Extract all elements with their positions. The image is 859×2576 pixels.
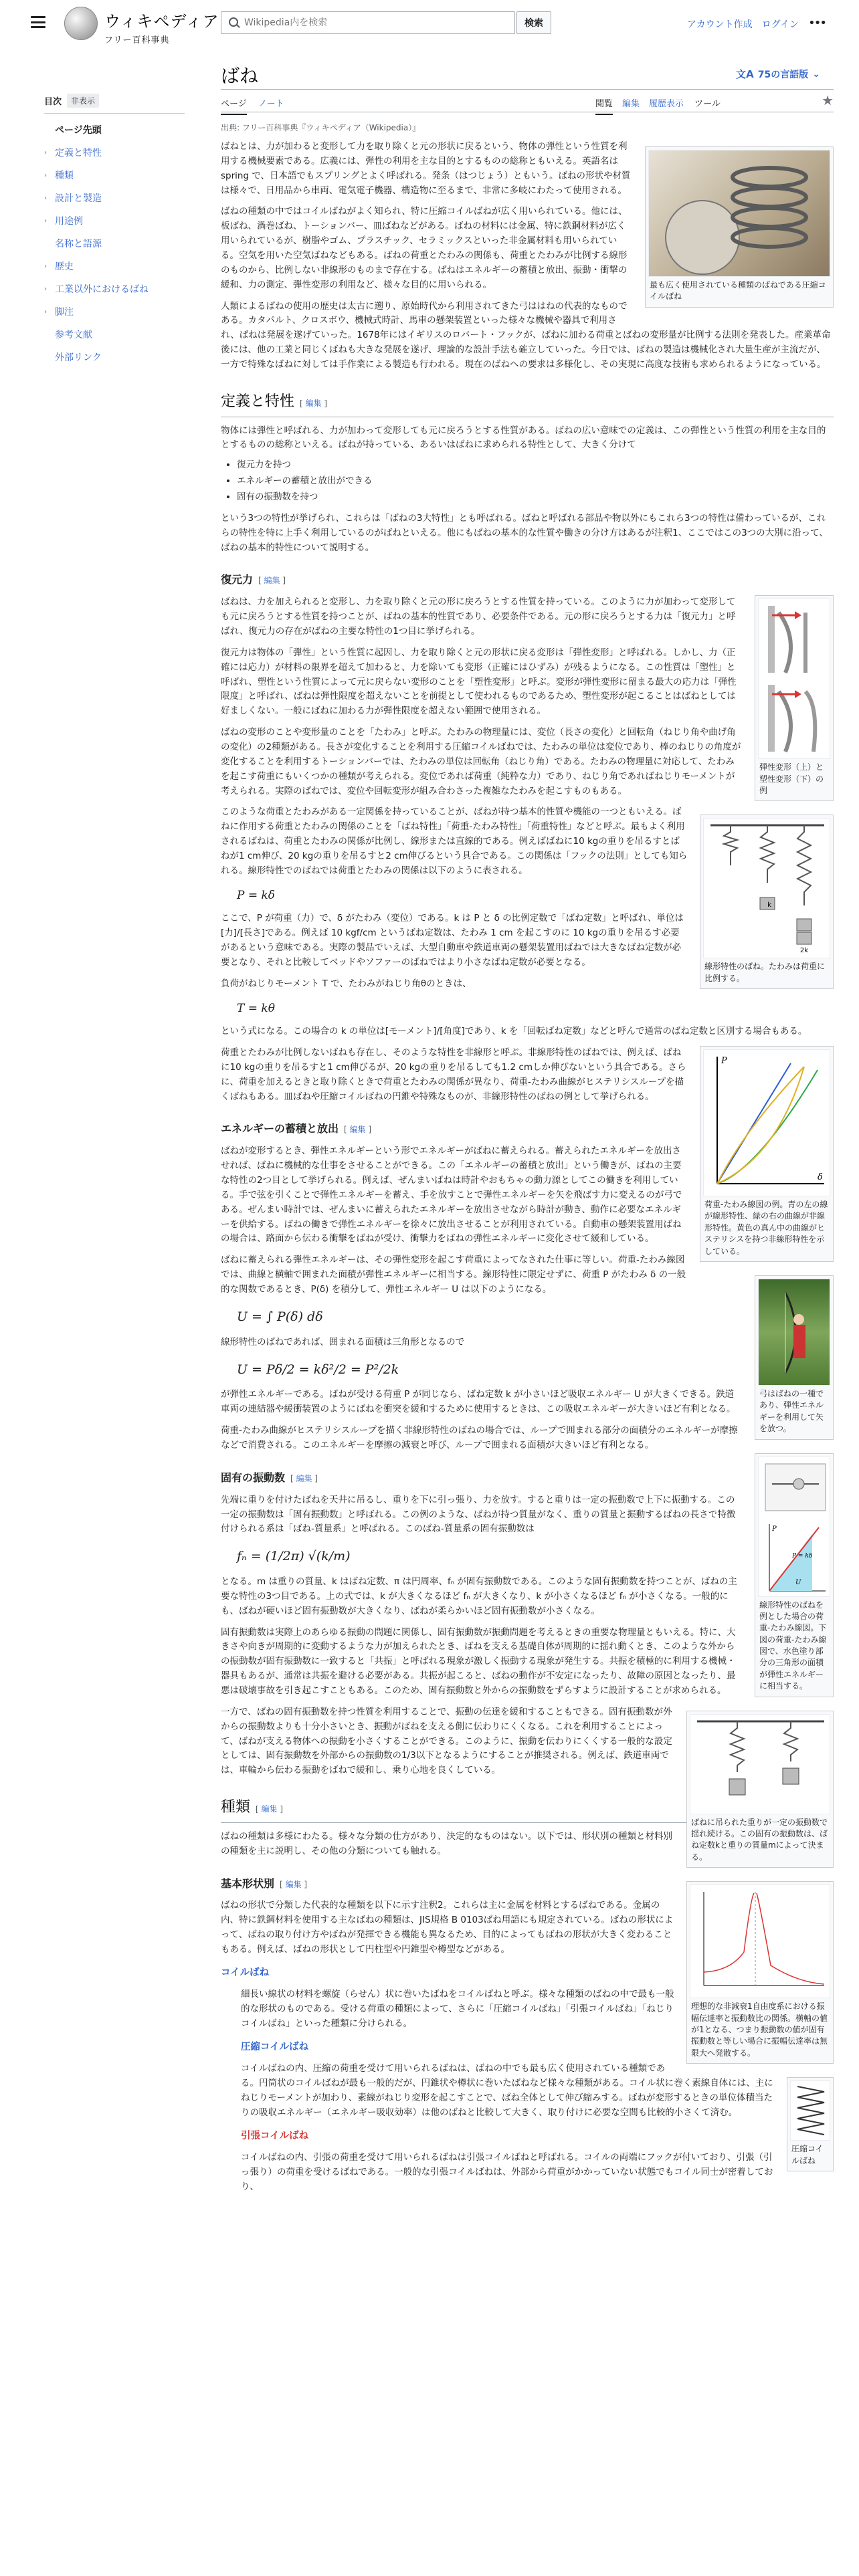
toc-item-label: ページ先頭 (55, 125, 102, 136)
thumbnail-figure (700, 1046, 834, 1262)
tab-page[interactable]: ページ (221, 96, 247, 109)
chevron-right-icon[interactable]: › (44, 148, 47, 156)
elastic-plastic-diagram[interactable] (758, 599, 830, 759)
thumbnail-caption: 弓はばねの一種であり、弾性エネルギーを利用して矢を放つ。 (759, 1388, 824, 1434)
chevron-right-icon[interactable]: › (44, 194, 47, 202)
user-links (687, 17, 799, 31)
thumbnail-caption: 線形特性のばね。たわみは荷重に比例する。 (704, 962, 826, 983)
more-options-icon[interactable]: ••• (808, 16, 826, 30)
thumbnail-caption: 理想的な非減衰1自由度系における振幅伝達率と振動数比の関係。横軸の値が1となる、つまり振動数の値が固有振動数と等しい場合に振幅伝達率は無限大へ発散する。 (691, 2002, 828, 2058)
toc-item[interactable] (44, 191, 185, 205)
thumbnail-caption: 最も広く使用されている種類のばねである圧縮コイルばね (650, 280, 826, 302)
logo-title: ウィキペディア (104, 12, 219, 31)
thumbnail-figure (755, 1453, 834, 1697)
intro-paragraph: ばねとは、力が加わると変形して力を取り除くと元の形状に戻るという、物体の弾性という性質を利用する機械要素である。広義には、弾性の利用を主な目的とするものの総称ともいえる。英語名は spring で、日本語でもスプリングとよく呼ばれる。発条（はつじょう）ともいう。ばねの形状や材質は様々で、日用品から車両、電気電子機器、構造物に至るまで、非常に多岐にわたって使用される。 (221, 141, 631, 196)
subsection-heading (221, 571, 834, 588)
toc-title: 目次 (44, 97, 62, 107)
toc-item-label: 定義と特性 (55, 148, 102, 158)
chevron-right-icon[interactable]: › (44, 285, 47, 293)
chevron-right-icon[interactable]: › (44, 262, 47, 270)
article-source-line: 出典: フリー百科事典『ウィキペディア（Wikipedia）』 (221, 123, 421, 132)
paragraph: このような荷重とたわみがある一定関係を持っていることが、ばねが持つ基本的性質や機能の一つともいえる。ばねに作用する荷重とたわみの関係のことを「ばね特性」「荷重-たわみ特性」「荷重特性」などと呼ぶ。最もよく利用されるばねは、荷重とたわみの関係が比例し、線形または直線的である。例えばばねに10 kgの重りを吊るすとばねが1 cm伸び、20 kgの重りを吊るすと2 cm伸びるという具合である。この関係は「フックの法則」としても知られる。線形特性でのばねでは荷重とたわみの関係は以下のように表される。 (221, 807, 688, 876)
toc-item-label: 工業以外におけるばね (55, 284, 149, 295)
toc-item[interactable] (44, 169, 185, 182)
paragraph: が弾性エネルギーである。ばねが受ける荷重 P が同じなら、ばね定数 k が小さいほど吸収エネルギー U が大きくできる。鉄道車両の連結器や緩衝装置のようにばねを衝突を緩和するために使用するときは、この吸収エネルギーが大きいほど有利となる。 (221, 1389, 736, 1415)
article-body (221, 140, 834, 2195)
toc-item-label: 参考文献 (55, 330, 92, 340)
toc-item[interactable] (44, 282, 185, 296)
formula: P = kδ (237, 888, 276, 902)
paragraph: ばねは、力を加えられると変形し、力を取り除くと元の形に戻ろうとする性質を持っている。このように力が加わって変形しても元に戻ろうとする性質を持つことが、ばねの基本的性質であり、必要条件である。元の形に戻ろうとする力は「復元力」と呼ばれ、復元力の存在がばねの主要な特性の1つ目に挙げられる。 (221, 597, 736, 637)
axis-label-delta: δ (818, 1172, 823, 1182)
weight-label: 2k (799, 947, 809, 955)
spring-mass-diagram[interactable] (690, 1714, 830, 1814)
load-deflection-chart[interactable] (703, 1049, 830, 1196)
search-box (221, 11, 515, 34)
thumbnail-caption: 圧縮コイルばね (791, 2144, 824, 2165)
toc-item-label: 歴史 (55, 261, 74, 272)
language-button[interactable] (736, 67, 820, 81)
thumbnail-caption: ばねに吊られた重りが一定の振動数で揺れ続ける。この固有の振動数は、ばね定数kと重りの質量mによって決まる。 (691, 1817, 828, 1862)
chevron-right-icon[interactable]: › (44, 171, 47, 179)
tab-edit[interactable]: 編集 (622, 99, 640, 109)
weight-label: k (767, 901, 771, 909)
list-item: • 復元力を持つ (237, 458, 834, 473)
formula: U = ∫ P(δ) dδ (237, 1309, 323, 1324)
subsubsection-heading: コイルばね (221, 1967, 270, 1978)
tab-history[interactable]: 履歴表示 (649, 99, 684, 109)
intro-paragraph: 人類によるばねの使用の歴史は太古に遡り、原始時代から利用されてきた弓ははねの代表的なものである。カタパルト、クロスボウ、機械式時計、馬車の懸架装置といった様々な機械や器具で利用され、ばねは発展を遂げていった。1678年にはイギリスのロバート・フックが、ばねに加わる荷重とばねの変形量が比例する法則を発表した。産業革命後には、他の工業と同じくばねも大きな発展を遂げ、理論的な設計手法も確立していった。今日では、ばねの製造は機械化され大量生産が主流だが、一方で特殊なばねに対しては手作業による製造も行われる。現在のばねへの要求は多様化し、その実現に高度な技術も求められるようになっている。 (221, 300, 831, 370)
compression-coil-spring-image[interactable] (790, 2080, 830, 2141)
search-input[interactable] (244, 17, 514, 28)
energy-diagram[interactable] (758, 1457, 830, 1597)
language-icon: 文A (736, 68, 754, 80)
tab-read[interactable]: 閲覧 (595, 96, 613, 109)
login-link[interactable]: ログイン (761, 19, 799, 30)
toc-item[interactable] (44, 259, 185, 273)
paragraph: となる。m は重りの質量、k はばね定数、π は円周率、fₙ が固有振動数である。このような固有振動数を持つことが、ばねの主要な特性の3つ目である。上の式では、k が大きくなるほど fₙ が大きくなり、k が小さくなるほど fₙ が小さくなる。一般的にも、ばねが硬いほど固有振動数が大きくなり、ばねが柔らかいほど固有振動数が小さくなる。 (221, 1576, 737, 1616)
section-edit-link[interactable]: [ 編集 ] (344, 1125, 371, 1134)
create-account-link[interactable]: アカウント作成 (686, 19, 753, 30)
thumbnail-figure (755, 1275, 834, 1440)
thumbnail-figure (755, 595, 834, 801)
toc-list (44, 123, 185, 364)
chevron-right-icon[interactable]: › (44, 217, 47, 225)
formula: U = Pδ/2 = kδ²/2 = P²/2k (237, 1362, 399, 1377)
heading-text: エネルギーの蓄積と放出 (221, 1122, 339, 1136)
watch-star-icon[interactable]: ★ (822, 92, 834, 108)
formula-label: P = kδ (792, 1552, 813, 1560)
toc-item[interactable] (44, 350, 185, 364)
paragraph: 細長い線状の材料を螺旋（らせん）状に巻いたばねをコイルばねと呼ぶ。様々な種類のばねの中で最も一般的な形状のものである。受ける荷重の種類によって、さらに「圧縮コイルばね」「引張コイルばね」「ねじりコイルばね」といった種類に分けられる。 (241, 1989, 674, 2030)
paragraph: コイルばねの内、引張の荷重を受けて用いられるばねは引張コイルばねと呼ばれる。コイルの両端にフックが付いており、引張（引っ張り）の荷重を受けるばねである。一般的な引張コイルばねは、外部から荷重がかかっていない状態でもコイル同士が密着しており、 (241, 2152, 773, 2193)
paragraph: ばねの形状で分類した代表的な種類を以下に示す注釈2。これらは主に金属を材料とするばねである。金属の内、特に鉄鋼材料を使用する主なばねの種類は、JIS規格 B 0103ばね用語にも規定されている。ばねの形状によって、ばねの取り付け方やばねが発揮できる機能も異なるため、目的によってもばねの形状が大きく変わることもある。例えば、ばねの形状として円柱型や円錐型や樽型などがある。 (221, 1900, 674, 1955)
site-logo-text[interactable] (104, 8, 219, 45)
paragraph: 荷重-たわみ曲線がヒステリシスループを描く非線形特性のばねの場合では、ループで囲まれる部分の面積分のエネルギーが摩擦などで消費される。このエネルギーを摩擦の減衰と呼び、ループで囲まれる面積が大きいほど有利となる。 (221, 1425, 738, 1451)
formula: T = kθ (237, 1001, 275, 1015)
toc-item[interactable] (44, 214, 185, 227)
language-count: 75の言語版 (757, 69, 809, 80)
heading-text: 定義と特性 (221, 393, 295, 410)
paragraph: 線形特性のばねであれば、囲まれる面積は三角形となるので (221, 1336, 465, 1348)
paragraph: という式になる。この場合の k の単位は[モーメント]/[角度]であり、k を「回転ばね定数」などと呼んで通常のばね定数と区別する場合もある。 (221, 1026, 807, 1037)
subsection-heading (221, 1469, 834, 1487)
area-label: U (795, 1578, 801, 1586)
heading-text: 基本形状別 (221, 1876, 275, 1890)
toc-item[interactable] (44, 237, 185, 250)
heading-text: 復元力 (221, 573, 254, 586)
formula: fₙ = (1/2π) √(k/m) (237, 1549, 351, 1564)
thumbnail-caption: 線形特性のばねを例とした場合の荷重-たわみ線図。下図の荷重-たわみ線図で、水色塗り部分の三角形の面積が弾性エネルギーに相当する。 (759, 1600, 827, 1691)
thumbnail-caption: 荷重-たわみ線図の例。青の左の線が線形特性、緑の右の曲線が非線形特性。黄色の真ん中の曲線がヒステリシスを持つ非線形特性を示している。 (704, 1199, 828, 1256)
heading-text: 固有の振動数 (221, 1471, 286, 1484)
wikipedia-logo-icon[interactable] (64, 7, 98, 40)
section-edit-link[interactable]: [ 編集 ] (290, 1474, 318, 1483)
thumbnail-figure (686, 1881, 834, 2064)
toc-item[interactable] (44, 123, 185, 136)
toc-item-label: 外部リンク (55, 352, 102, 363)
title-row (221, 59, 834, 90)
logo-subtitle: フリー百科事典 (104, 35, 170, 45)
archery-image[interactable] (758, 1279, 830, 1386)
paragraph: 一方で、ばねの固有振動数を持つ性質を利用することで、振動の伝達を緩和することもできる。固有振動数が外からの振動数よりも十分小さいとき、振動がばねを支える側に伝わりにくくなる。これを利用することによって、ばねが支える物体への振動を小さくすることができる。このように、振動を伝わりにくくする一般的な設定としては、固有振動数を外部からの振動数の1/3以下となるようにすることが推奨される。例えば、鉄道車両では、車輪から伝わる振動をばねで緩和し、乗り心地を良くしている。 (221, 1706, 672, 1776)
main-menu-icon[interactable] (31, 16, 45, 28)
paragraph: 物体には弾性と呼ばれる、力が加わって変形しても元に戻ろうとする性質がある。ばねの広い意味での定義は、この弾性という性質の利用を主な目的とするものの総称といえる。ばねが持っている、あるいはばねに求められる特性として、大きく分けて (221, 425, 826, 451)
section-edit-link[interactable]: [ 編集 ] (280, 1880, 307, 1889)
paragraph: 先端に重りを付けたばねを天井に吊るし、重りを下に引っ張り、力を放す。すると重りは一定の振動数で上下に振動する。この一定の振動数は「固有振動数」と呼ばれる。この例のような、ばねが持つ質量がなく、重りの質量と振動するばねの長さで特徴付けられる系は「ばね-質量系」と呼ばれる。このばね-質量系の固有振動数は (221, 1494, 736, 1535)
list-item: • エネルギーの蓄積と放出ができる (237, 474, 834, 489)
compression-spring-image[interactable] (648, 150, 830, 277)
paragraph: 固有振動数は実際上のあらゆる振動の問題に関係し、固有振動数が振動問題を考えるときの重要な物理量ともいえる。特に、大きさや向きが周期的に変動するような力が加えられたとき、ばねを支える基礎自体が周期的に揺れ動くとき、このような外からの振動数が固有振動数に一致すると「共振」と呼ばれる現象が激しく振動する現象が発生する。共振を積極的に利用する機械・器具もあるが、通常は共振を避ける必要がある。共振が起こると、ばねの動作が不安定になったり、故障の原因となったり、最悪は破壊事故を引き起こすこともある。このため、固有振動数と外からの振動数をずらすように設計することが求められる。 (221, 1626, 736, 1697)
list-item: • 固有の振動数を持つ (237, 490, 834, 505)
thumbnail-figure (645, 146, 834, 308)
toc-item-label: 名称と語源 (55, 239, 102, 249)
toc-header (44, 94, 185, 114)
axis-label-p: P (721, 1055, 727, 1066)
thumbnail-figure (700, 815, 834, 989)
thumbnail-caption: 弾性変形（上）と塑性変形（下）の例 (759, 762, 824, 796)
transmissibility-chart[interactable] (690, 1885, 830, 1998)
paragraph: 復元力は物体の「弾性」という性質に起因し、力を取り除くと元の形状に戻る変形は「弾性変形」と呼ばれる。しかし、力（正確には応力）が材料の限界を超えて加わると、力を除いても変形（正確にはひずみ）が残るようになる。この性質は「塑性」と呼ばれ、塑性という性質によって元に戻らない変形のことを「塑性変形」と呼ぶ。変形が弾性変形に留まる最大の応力は「弾性限度」と呼ばれ、ばねは弾性限度を超えないことを前提として使われるものであるため、塑性変形が起こることはばねとしては好ましくない。一般にばねに加わる力が弾性限度を超えない範囲で使用される。 (221, 647, 737, 717)
subsubsection-heading: 引張コイルばね (241, 2130, 309, 2141)
search-icon (221, 12, 244, 33)
toc-item[interactable] (44, 328, 185, 341)
heading-text: 種類 (221, 1799, 251, 1816)
search-button[interactable]: 検索 (516, 11, 551, 34)
toc-item-label: 用途例 (55, 216, 83, 227)
linear-spring-diagram[interactable] (703, 818, 830, 958)
chevron-right-icon[interactable]: › (44, 308, 47, 316)
toc-hide-button[interactable]: 非表示 (67, 94, 99, 108)
paragraph: ばねの種類は多様にわたる。様々な分類の仕方があり、決定的なものはない。以下では、形状別の種類と材料別の種類を主に説明し、その他の分類についても触れる。 (221, 1830, 672, 1856)
toc-sidebar (44, 94, 185, 364)
paragraph: 荷重とたわみが比例しないばねも存在し、そのような特性を非線形と呼ぶ。非線形特性のばねでは、例えば、ばねに10 kgの重りを吊るすと1 cm伸びるが、20 kgの重りを吊るしても1.2 cmしか伸びないという具合である。さらに、荷重を加えるときと取り除くときで荷重とたわみの関係が異なり、荷重-たわみ曲線がヒステリシスループを描くばねもある。皿ばねや圧縮コイルばねの円錐や特殊なものが、非線形特性のばねの例として挙げられる。 (221, 1047, 686, 1102)
section-heading (221, 390, 834, 417)
paragraph: コイルばねの内、圧縮の荷重を受けて用いられるばねは、ばねの中でも最も広く使用されている種類である。円筒状のコイルばねが最も一般的だが、円錐状や樽状に巻いたばねなど様々な種類がある。コイル状に巻く素線自体には、主にねじりモーメントが加わり、素線がねじり変形を起こすことで、ばね全体として伸び縮みする。ばねが変形するときの単位体積当たりの吸収エネルギー（エネルギー吸収効率）は他のばねと比較して大きく、取り付けに必要な空間も比較的小さくて済む。 (241, 2063, 773, 2118)
chevron-down-icon: ⌄ (812, 68, 820, 80)
subsubsection-heading: 圧縮コイルばね (241, 2041, 309, 2052)
page-tabs (221, 90, 834, 112)
toc-item[interactable] (44, 146, 185, 159)
tab-tools[interactable]: ツール (694, 99, 721, 109)
paragraph: ばねに蓄えられる弾性エネルギーは、その弾性変形を起こす荷重によってなされた仕事に等しい。荷重-たわみ線図では、曲線と横軸で囲まれた面積が弾性エネルギーに相当する。線形特性に限定せずに、荷重 P がたわみ δ の一般的な関数であるとき、P(δ) を積分して、弾性エネルギー U は以下のようになる。 (221, 1255, 686, 1295)
tab-talk[interactable]: ノート (258, 99, 284, 109)
main-content (221, 59, 834, 2195)
paragraph: という3つの特性が挙げられ、これらは「ばねの3大特性」とも呼ばれる。ばねと呼ばれる部品や物以外にもこれら3つの特性は備わっているが、これらの特性を特に上手く利用しているのがばねといえる。他にもばねの基本的な性質や働きの分け方はあるが注釈1、ここではこの3つの大別に沿って、ばねの基本的特性について説明する。 (221, 512, 828, 553)
paragraph: ばねが変形するとき、弾性エネルギーという形でエネルギーがばねに蓄えられる。蓄えられたエネルギーを放出させれば、ばねに機械的な仕事をさせることができる。この「エネルギーの蓄積と放出」という働きが、ばねの主要な特性の2つ目として挙げられる。例えば、ぜんまいばねは時計やおもちゃの動力源としてこの働きを利用している。手で弦を引くことで弾性エネルギーを蓄え、手を放すことで弾性エネルギーを矢を飛ばす力に変えるのが弓である。ぜんまい時計では、ぜんまいに蓄えられたエネルギーを放出させながら時計が動き、動作に必要なエネルギーを供給する。ばねの働きで弾性エネルギーを徐々に放出させることが利用されている。自動車の懸架装置用ばねの場合は、路面から伝わる衝撃をばねが受け、衝撃力をばねの弾性エネルギーに変化させて緩和している。 (221, 1146, 682, 1245)
section-edit-link[interactable]: [ 編集 ] (258, 576, 286, 585)
toc-item-label: 設計と製造 (55, 193, 102, 204)
site-header (0, 0, 859, 48)
paragraph: ここで、P が荷重（力）で、δ がたわみ（変位）である。k は P と δ の比例定数で「ばね定数」と呼ばれ、単位は[力]/[長さ]である。例えば 10 kgf/cm というばね定数は、たわみ 1 cm を起こすのに 10 kgの重りを吊るす必要があるという意味である。実際の製品でいえば、大型自動車や鉄道車両の懸架装置用ばねでは大きなばね定数が必要となり、それと比較してベッドやソファーのばねではより小さなばね定数が必要となる。 (221, 913, 684, 968)
thumbnail-figure (686, 1711, 834, 1868)
intro-paragraph: ばねの種類の中ではコイルばねがよく知られ、特に圧縮コイルばねが広く用いられている。他には、板ばね、渦巻ばね、トーションバー、皿ばねなどがある。ばねの材料には金属、特に鉄鋼材料が広く用いられているが、樹脂やゴム、プラスチック、セラミックスといった非金属材料も用いられている。空気を用いた空気ばねなどもある。ばねの荷重とたわみの関係も、荷重とたわみが比例する線形のものから、比例しない非線形のものまで存在する。ばねはエネルギーの蓄積と放出、振動・衝撃の緩和、力の測定、弾性変形の利用など、様々な目的に用いられる。 (221, 206, 628, 290)
toc-item-label: 脚注 (55, 307, 74, 318)
paragraph: 負荷がねじりモーメント T で、たわみがねじり角θのときは、 (221, 978, 472, 989)
toc-item-label: 種類 (55, 171, 74, 181)
paragraph: ばねの変形のことや変形量のことを「たわみ」と呼ぶ。たわみの物理量には、変位（長さの変化）と回転角（ねじり角や曲げ角の変化）の2種類がある。長さが変化することを利用する圧縮コイルばねでは、たわみの単位は変位であり、棒のねじりの角度が変化することを利用するトーションバーでは、たわみの単位は回転角（ねじり角）である。たわみの物理量に対応して、たわみを起こす荷重にもいくつかの種類が考えられる。変位であれば荷重（純粋な力）であり、ねじり角であればねじりモーメントが考えられる。実際のばねでは、変位や回転変形が組み合わさった複雑なたわみを起こすものもある。 (221, 727, 741, 796)
section-edit-link[interactable]: [ 編集 ] (300, 399, 327, 408)
axis-label-p: P (772, 1525, 777, 1533)
toc-item[interactable] (44, 305, 185, 318)
page-title: ばね (221, 65, 259, 87)
section-edit-link[interactable]: [ 編集 ] (256, 1804, 283, 1814)
feature-list (237, 458, 834, 505)
thumbnail-figure (787, 2077, 834, 2171)
